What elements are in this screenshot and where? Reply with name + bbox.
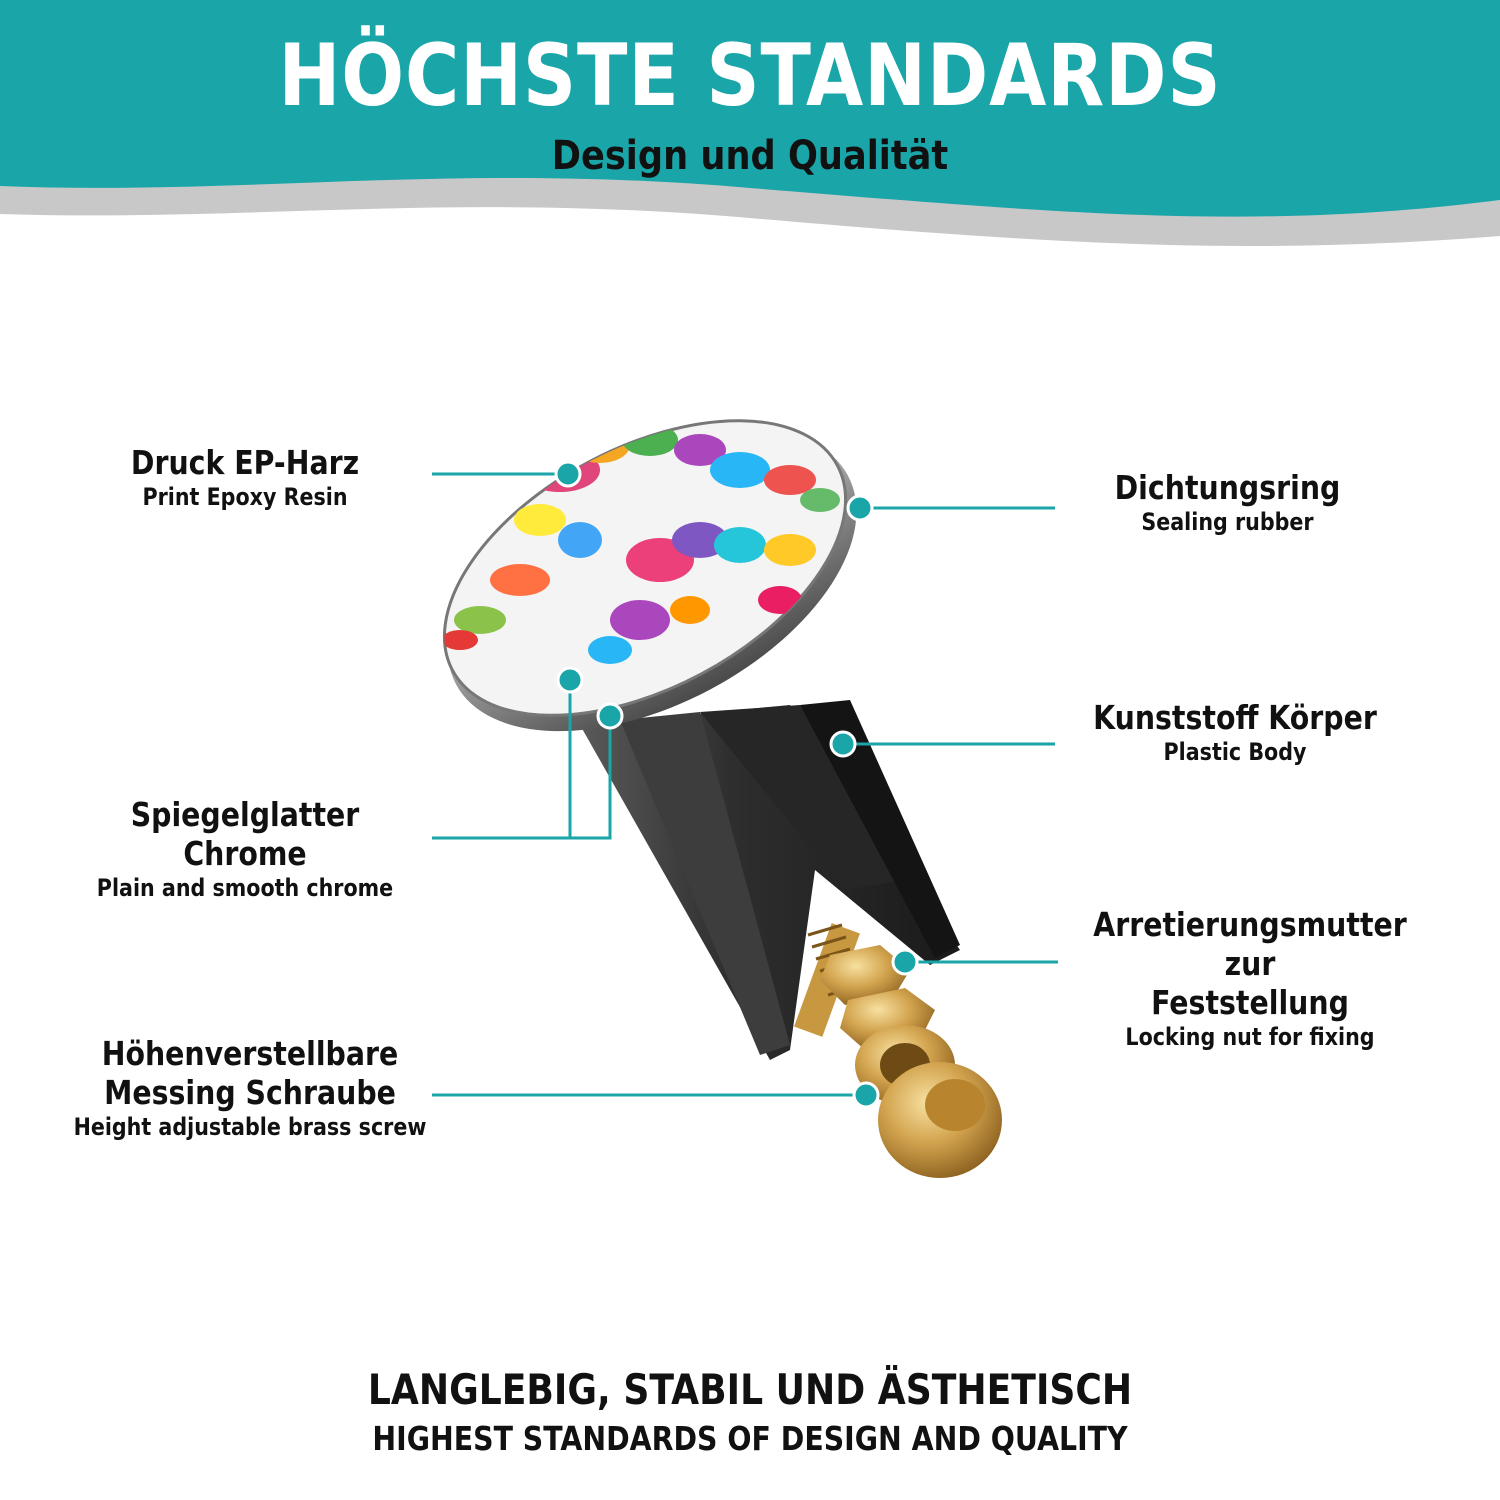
label-ring: [1070, 468, 1385, 537]
label-chrome: [40, 795, 450, 903]
callout-dot-body: [831, 732, 855, 756]
callout-dot-chrome-2: [598, 704, 622, 728]
label-screw-de1: Höhenverstellbare: [101, 1034, 399, 1073]
callout-line-chrome: [432, 680, 570, 838]
callout-dot-epoxy: [556, 462, 580, 486]
footer-subtitle: HIGHEST STANDARDS OF DESIGN AND QUALITY: [372, 1419, 1128, 1458]
label-body: [1070, 698, 1400, 767]
label-ring-de: Dichtungsring: [1114, 468, 1341, 507]
footer-title: LANGLEBIG, STABIL UND ÄSTHETISCH: [367, 1365, 1133, 1414]
page-title: HÖCHSTE STANDARDS: [278, 26, 1222, 126]
label-ring-en: Sealing rubber: [1141, 508, 1314, 536]
label-body-de: Kunststoff Körper: [1093, 698, 1377, 737]
label-epoxy-de: Druck EP-Harz: [130, 443, 360, 482]
label-nut-de2: Feststellung: [1151, 983, 1349, 1022]
callout-dot-screw: [854, 1083, 878, 1107]
label-nut-de1: Arretierungsmutter zur: [1093, 905, 1407, 983]
label-chrome-de: Spiegelglatter Chrome: [130, 795, 360, 873]
label-screw: [40, 1034, 460, 1142]
callout-dot-chrome: [558, 668, 582, 692]
callout-line-chrome-2: [570, 716, 610, 838]
callout-dot-nut: [893, 950, 917, 974]
label-body-en: Plastic Body: [1163, 738, 1307, 766]
label-epoxy-en: Print Epoxy Resin: [142, 483, 348, 511]
label-nut-en: Locking nut for fixing: [1125, 1023, 1375, 1051]
page-subtitle: Design und Qualität: [551, 133, 949, 179]
label-chrome-en: Plain and smooth chrome: [96, 874, 394, 902]
label-epoxy: [80, 443, 410, 512]
callout-dot-ring: [848, 496, 872, 520]
label-screw-de2: Messing Schraube: [104, 1073, 396, 1112]
label-screw-en: Height adjustable brass screw: [73, 1113, 427, 1141]
label-nut: [1060, 905, 1440, 1052]
